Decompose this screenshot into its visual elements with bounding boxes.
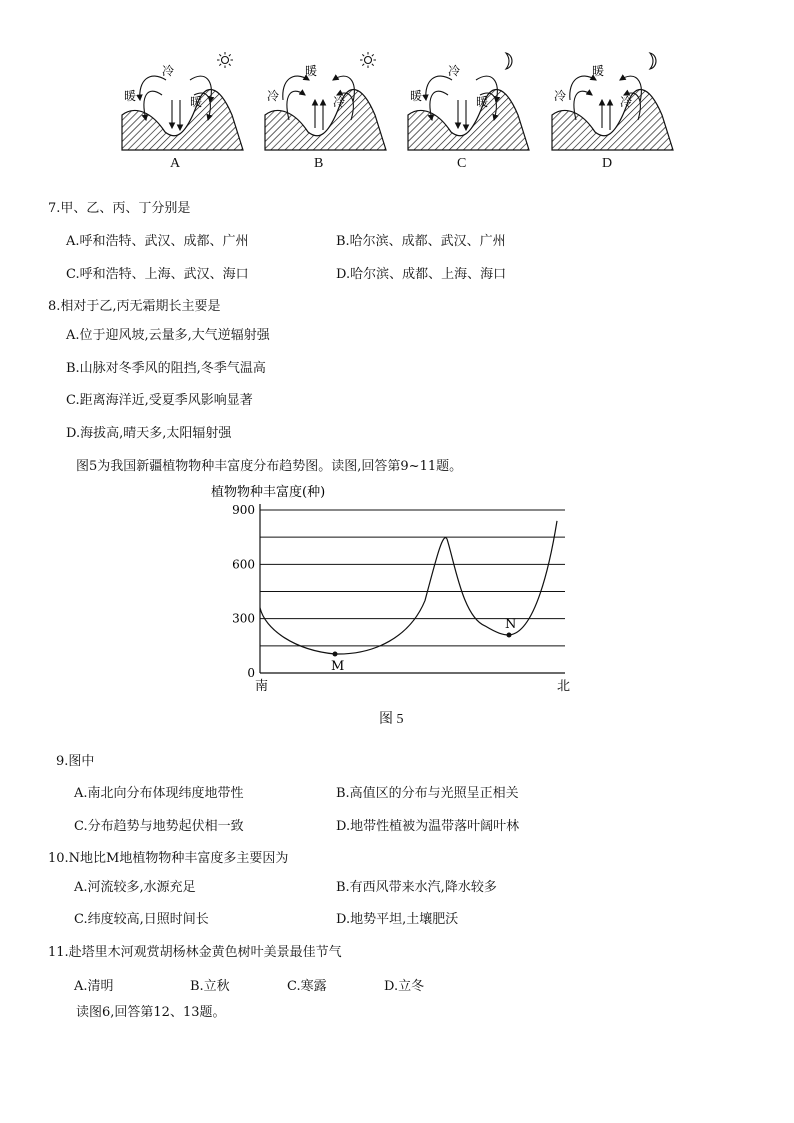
species-richness-chart [205, 478, 585, 698]
intro-questions-12-13: 读图6,回答第12、13题。 [76, 1005, 226, 1020]
y-tick-label: 300 [232, 611, 255, 626]
temperature-label: 暖 [305, 64, 318, 78]
point-m [333, 651, 338, 656]
chart-xlabel-left: 南 [255, 679, 269, 694]
question-11-option-c[interactable]: C.寒露 [287, 979, 327, 994]
airflow-arrow [140, 76, 166, 100]
question-7-option-b[interactable]: B.哈尔滨、成都、武汉、广州 [336, 234, 506, 249]
point-label-m: M [331, 658, 345, 674]
temperature-label: 冷 [333, 95, 346, 109]
question-9-option-b[interactable]: B.高值区的分布与光照呈正相关 [336, 786, 519, 801]
question-9-stem: 9.图中 [56, 754, 95, 769]
chart-ylabel: 植物物种丰富度(种) [211, 485, 326, 500]
temperature-label: 暖 [190, 95, 203, 109]
question-10-stem: 10.N地比M地植物物种丰富度多主要因为 [48, 851, 289, 866]
moon-icon [506, 53, 512, 69]
question-11-option-b[interactable]: B.立秋 [190, 979, 230, 994]
temperature-label: 冷 [620, 95, 633, 109]
diagram-c [408, 53, 529, 150]
question-9-option-c[interactable]: C.分布趋势与地势起伏相一致 [74, 819, 244, 834]
diagram-label-c: C [457, 156, 467, 171]
temperature-label: 冷 [267, 89, 280, 103]
intro-questions-9-11: 图5为我国新疆植物物种丰富度分布趋势图。读图,回答第9~11题。 [76, 459, 463, 474]
moon-icon [650, 53, 656, 69]
question-10-option-c[interactable]: C.纬度较高,日照时间长 [74, 912, 209, 927]
question-7-stem: 7.甲、乙、丙、丁分别是 [48, 201, 191, 216]
airflow-arrow [570, 76, 596, 100]
temperature-label: 暖 [124, 89, 137, 103]
temperature-label: 暖 [476, 95, 489, 109]
question-7-option-d[interactable]: D.哈尔滨、成都、上海、海口 [336, 267, 507, 282]
question-8-option-a[interactable]: A.位于迎风坡,云量多,大气逆辐射强 [66, 328, 270, 343]
temperature-label: 暖 [410, 89, 423, 103]
diagram-d [552, 53, 673, 150]
diagram-a [122, 52, 243, 150]
question-10-option-d[interactable]: D.地势平坦,土壤肥沃 [336, 912, 459, 927]
point-n [507, 632, 512, 637]
question-9-option-d[interactable]: D.地带性植被为温带落叶阔叶林 [336, 819, 520, 834]
question-8-option-b[interactable]: B.山脉对冬季风的阻挡,冬季气温高 [66, 361, 266, 376]
question-11-option-d[interactable]: D.立冬 [384, 979, 425, 994]
question-11-option-a[interactable]: A.清明 [74, 979, 114, 994]
valley-wind-diagrams [110, 40, 700, 175]
diagram-b [265, 52, 386, 150]
temperature-label: 冷 [448, 64, 461, 78]
diagram-label-a: A [170, 156, 181, 171]
question-7-option-a[interactable]: A.呼和浩特、武汉、成都、广州 [66, 234, 249, 249]
chart-caption: 图 5 [379, 712, 404, 727]
question-10-option-b[interactable]: B.有西风带来水汽,降水较多 [336, 880, 497, 895]
airflow-arrow [426, 76, 452, 100]
question-9-option-a[interactable]: A.南北向分布体现纬度地带性 [74, 786, 244, 801]
temperature-label: 暖 [592, 64, 605, 78]
airflow-arrow [283, 76, 309, 100]
question-8-option-d[interactable]: D.海拔高,晴天多,太阳辐射强 [66, 426, 232, 441]
temperature-label: 冷 [554, 89, 567, 103]
y-tick-label: 600 [232, 557, 255, 572]
chart-xlabel-right: 北 [557, 679, 571, 694]
diagram-label-b: B [314, 156, 324, 171]
y-tick-label: 900 [232, 503, 255, 517]
sun-icon [217, 52, 233, 68]
question-10-option-a[interactable]: A.河流较多,水源充足 [74, 880, 196, 895]
question-8-stem: 8.相对于乙,丙无霜期长主要是 [48, 299, 221, 314]
temperature-label: 冷 [162, 64, 175, 78]
question-11-stem: 11.赴塔里木河观赏胡杨林金黄色树叶美景最佳节气 [48, 945, 342, 960]
question-7-option-c[interactable]: C.呼和浩特、上海、武汉、海口 [66, 267, 249, 282]
diagram-label-d: D [602, 156, 613, 171]
sun-icon [360, 52, 376, 68]
y-tick-label: 0 [247, 666, 255, 680]
question-8-option-c[interactable]: C.距离海洋近,受夏季风影响显著 [66, 393, 253, 408]
richness-curve [260, 521, 557, 654]
point-label-n: N [505, 616, 517, 632]
